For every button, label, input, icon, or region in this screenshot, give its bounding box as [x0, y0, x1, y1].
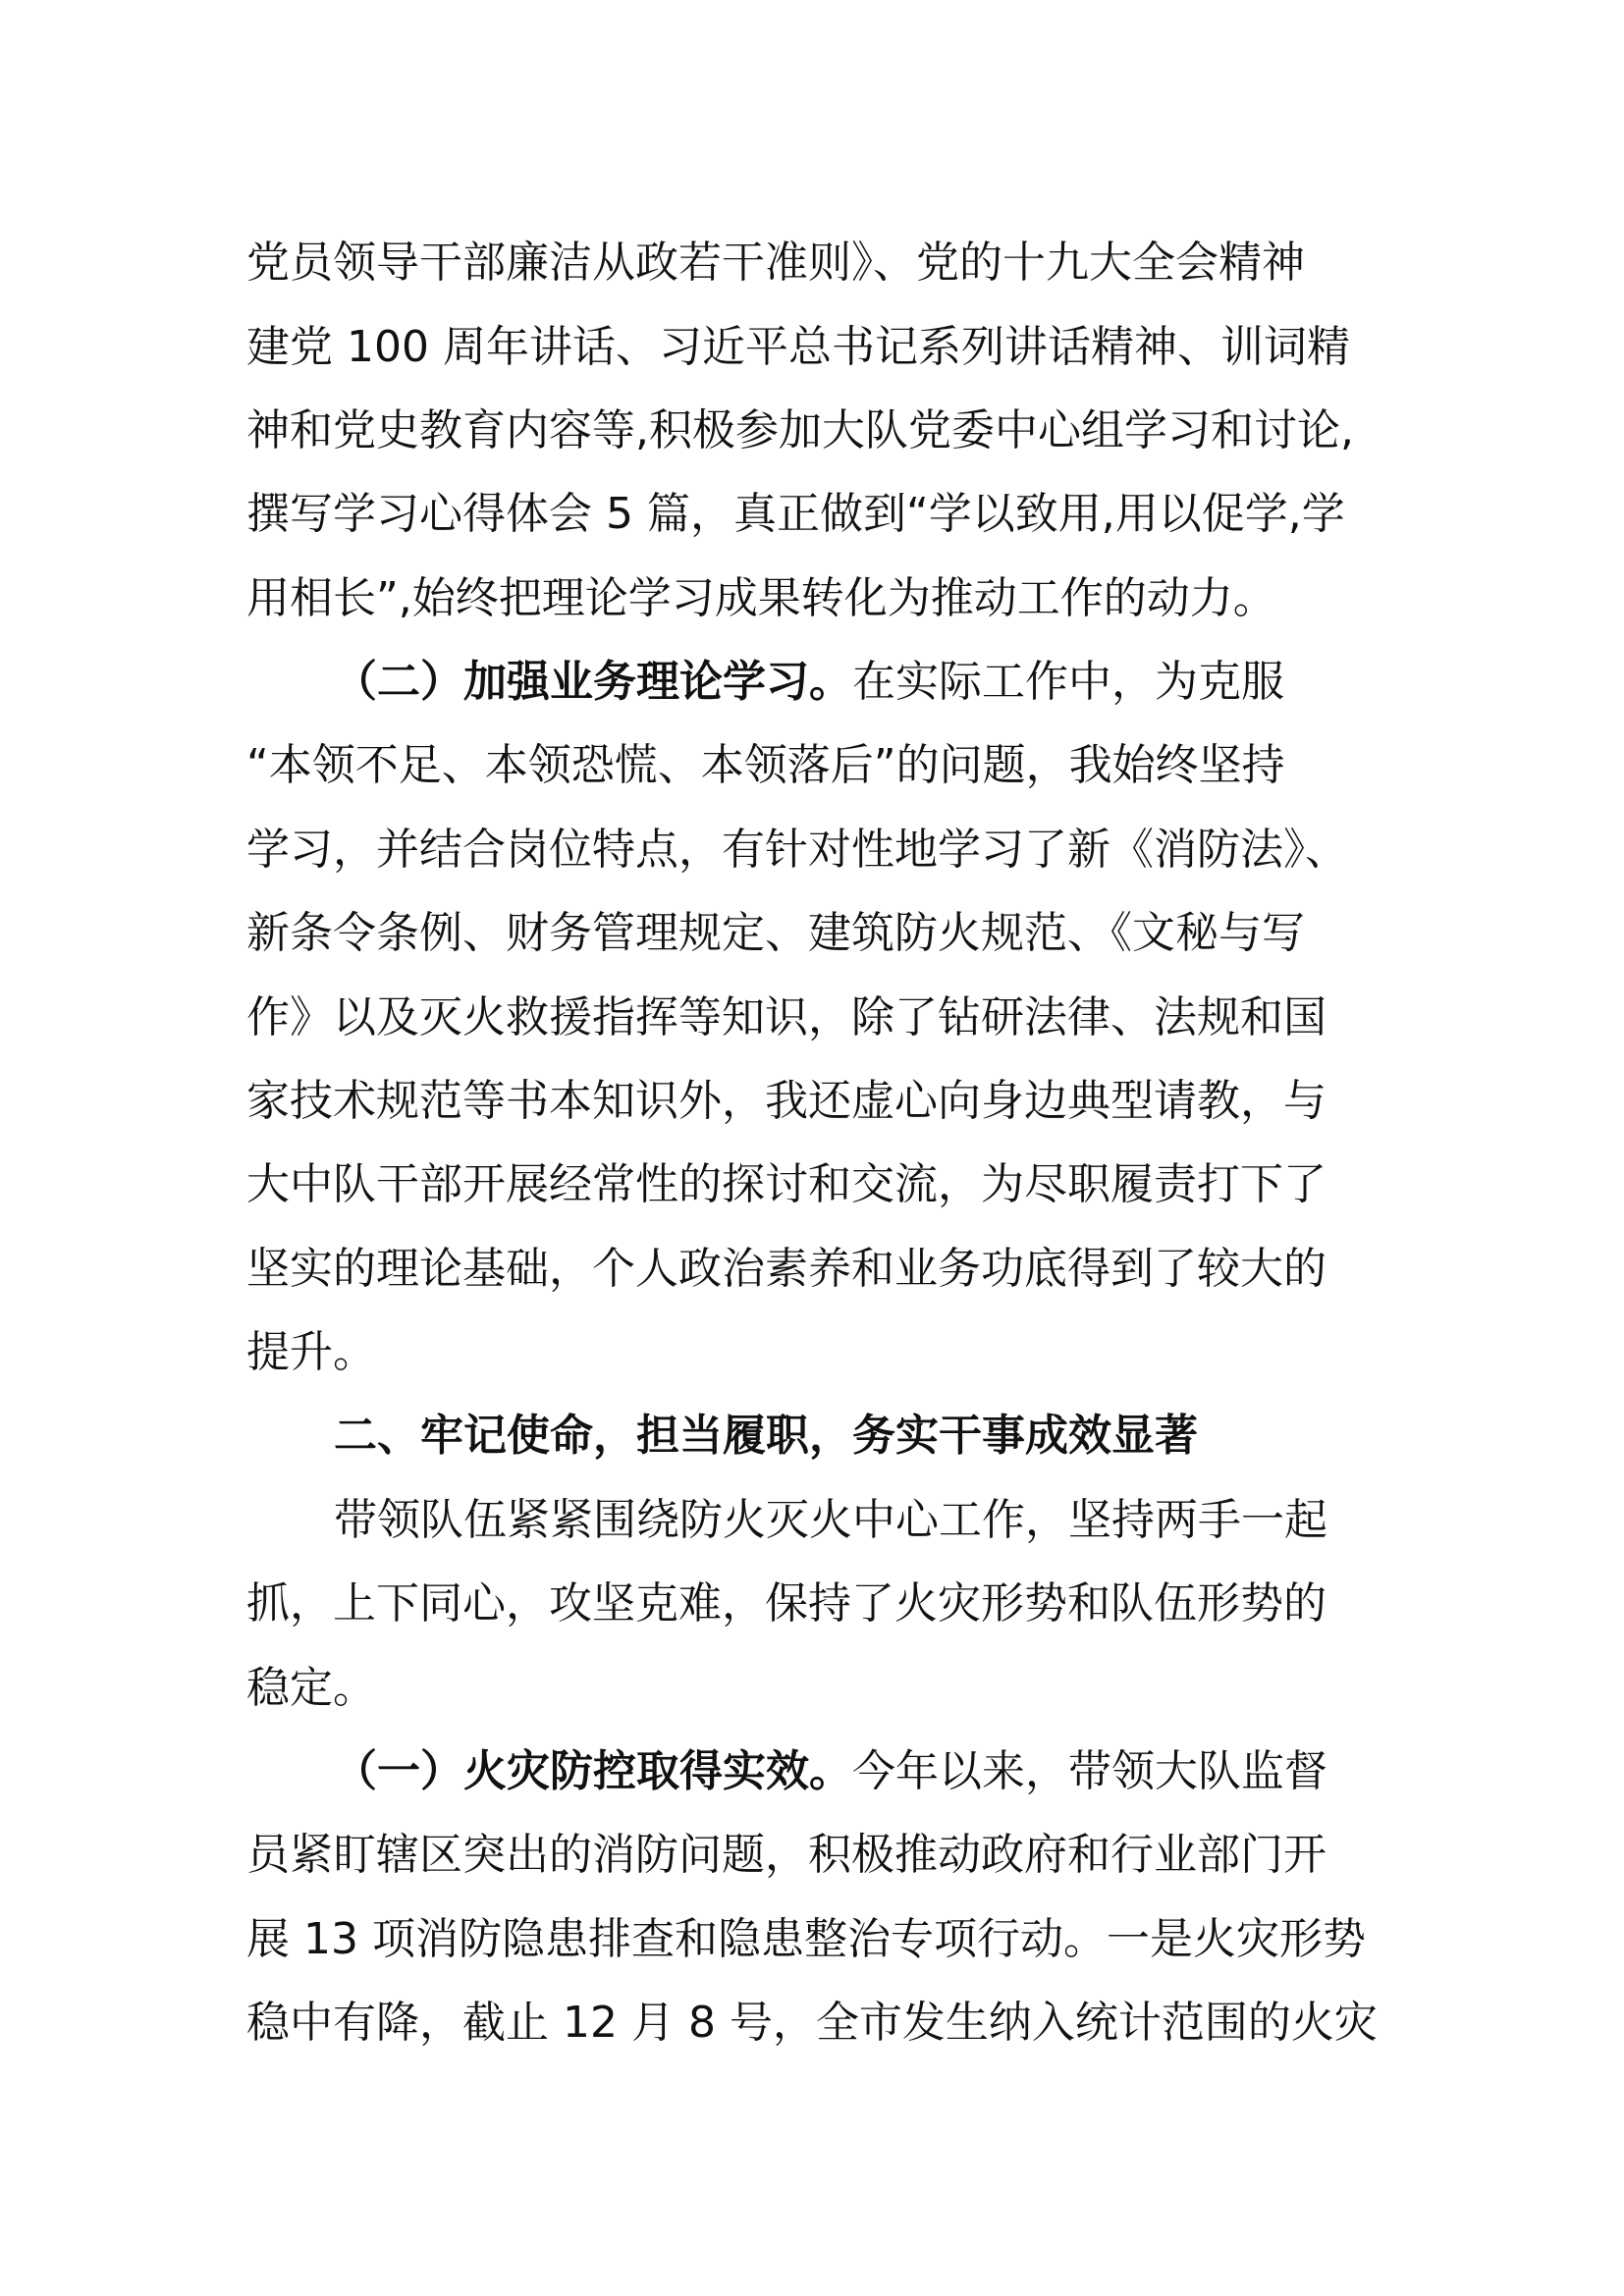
- subheading-title: （二）加强业务理论学习。: [334, 657, 852, 707]
- paragraph-line: 抓，上下同心，攻坚克难，保持了火灾形势和队伍形势的: [246, 1578, 1326, 1629]
- paragraph-line: 稳中有降，截止 12 月 8 号，全市发生纳入统计范围的火灾: [246, 1998, 1378, 2048]
- paragraph-line: 员紧盯辖区突出的消防问题，积极推动政府和行业部门开: [246, 1830, 1326, 1880]
- subheading-paragraph-line: [334, 1736, 1327, 1807]
- subheading-text: 今年以来，带领大队监督: [852, 1746, 1327, 1796]
- paragraph-line: 学习，并结合岗位特点，有针对性地学习了新《消防法》、: [246, 825, 1348, 875]
- paragraph-line: 家技术规范等书本知识外，我还虚心向身边典型请教，与: [246, 1076, 1326, 1126]
- paragraph-line: 建党 100 周年讲话、习近平总书记系列讲话精神、训词精: [246, 322, 1350, 372]
- subheading-title: （一）火灾防控取得实效。: [334, 1746, 852, 1796]
- paragraph-line: 党员领导干部廉洁从政若干准则》、党的十九大全会精神: [246, 238, 1305, 288]
- paragraph-line: 坚实的理论基础，个人政治素养和业务功底得到了较大的: [246, 1244, 1326, 1294]
- paragraph-line: 用相长”,始终把理论学习成果转化为推动工作的动力。: [246, 573, 1276, 623]
- paragraph-line: 稳定。: [246, 1663, 376, 1713]
- subheading-text: 在实际工作中，为克服: [852, 657, 1284, 707]
- paragraph-line: 大中队干部开展经常性的探讨和交流，为尽职履责打下了: [246, 1159, 1326, 1209]
- paragraph-line: 作》以及灭火救援指挥等知识，除了钻研法律、法规和国: [246, 992, 1326, 1042]
- paragraph-line: 提升。: [246, 1327, 376, 1377]
- paragraph-line: 带领队伍紧紧围绕防火灭火中心工作，坚持两手一起: [334, 1495, 1327, 1545]
- paragraph-line: 撰写学习心得体会 5 篇，真正做到“学以致用,用以促学,学: [246, 489, 1345, 539]
- paragraph-line: “本领不足、本领恐慌、本领落后”的问题，我始终坚持: [246, 740, 1285, 790]
- paragraph-line: 新条令条例、财务管理规定、建筑防火规范、《文秘与写: [246, 908, 1305, 958]
- paragraph-line: 神和党史教育内容等,积极参加大队党委中心组学习和讨论,: [246, 405, 1354, 455]
- paragraph-line: 展 13 项消防隐患排查和隐患整治专项行动。一是火灾形势: [246, 1914, 1366, 1964]
- subheading-paragraph-line: [334, 647, 1284, 718]
- section-heading: 二、牢记使命，担当履职，务实干事成效显著: [334, 1411, 1198, 1461]
